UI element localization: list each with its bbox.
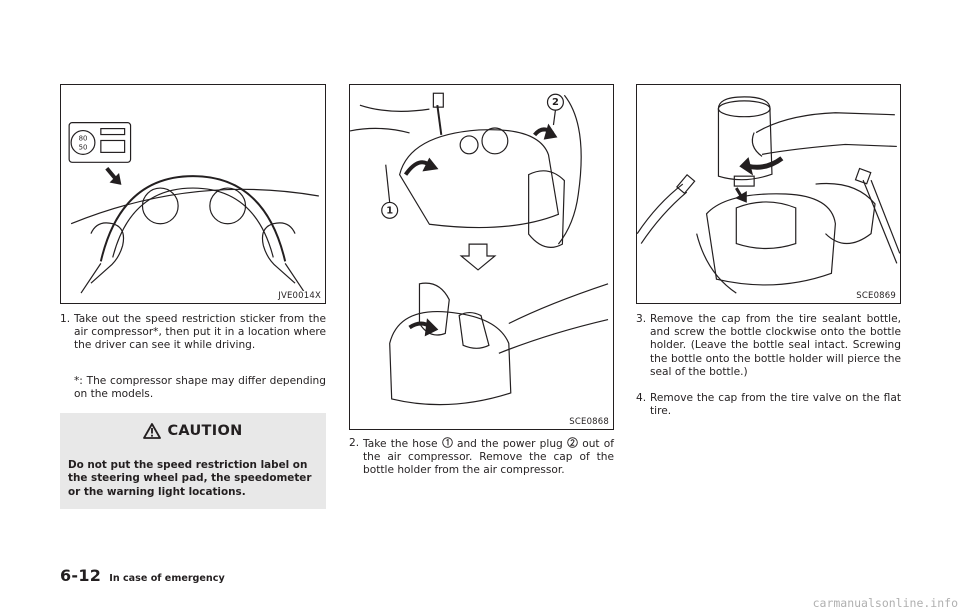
callout-1-label: 1 [386,205,394,217]
sealant-bottle-illustration [637,85,900,303]
caution-title: CAUTION [167,423,243,439]
step-2 [349,437,614,478]
callout-2-label: 2 [551,97,559,109]
callout-2-icon [567,437,578,448]
page-number: 6-12 [60,566,102,585]
figure-sealant-bottle [636,84,901,304]
callout-1-icon [442,437,453,448]
steering-wheel-illustration [61,85,325,303]
step-4 [636,392,901,418]
figure-code: SCE0868 [569,417,609,427]
sticker-top-value: 80 [78,134,88,143]
watermark[interactable]: carmanualsonline.info [812,596,958,610]
figure-code: JVE0014X [278,291,321,301]
step-3 [636,313,901,379]
step-text [349,437,614,478]
step-text-part: Take the hose [363,438,442,450]
caution-box [60,413,326,509]
compressor-note: *: The compressor shape may differ depending on the models. [74,375,326,401]
compressor-hose-illustration [350,85,613,429]
section-title: In case of emergency [109,573,225,584]
figure-code: SCE0869 [856,291,896,301]
step-number: 3. [636,313,647,325]
step-number: 4. [636,392,647,404]
step-1 [60,313,326,353]
warning-triangle-icon [143,423,161,439]
step-number: 2. [349,437,360,449]
step-number: 1. [60,313,71,325]
page-footer [60,566,225,585]
sticker-bottom-value: 50 [78,143,88,152]
step-text: Remove the cap from the tire sealant bottle, and screw the bottle clockwise onto the bottle holder. (Leave the bottle seal intact. Screwing the bottle onto the bottle holder will pierce the seal of the bottle.) [650,313,901,378]
step-text-part: out of the air compressor. Remove the cap of the bottle holder from the air compressor. [363,438,614,477]
caution-text: Do not put the speed restriction label on the steering wheel pad, the speedometer or the warning light locations. [68,459,312,498]
caution-header [60,413,326,449]
figure-compressor-hose [349,84,614,430]
step-text: Take out the speed restriction sticker from the air compressor*, then put it in a location where the driver can see it while driving. [74,313,326,352]
figure-steering-wheel [60,84,326,304]
step-text-part: and the power plug [452,438,567,450]
step-text: Remove the cap from the tire valve on the flat tire. [650,392,901,418]
